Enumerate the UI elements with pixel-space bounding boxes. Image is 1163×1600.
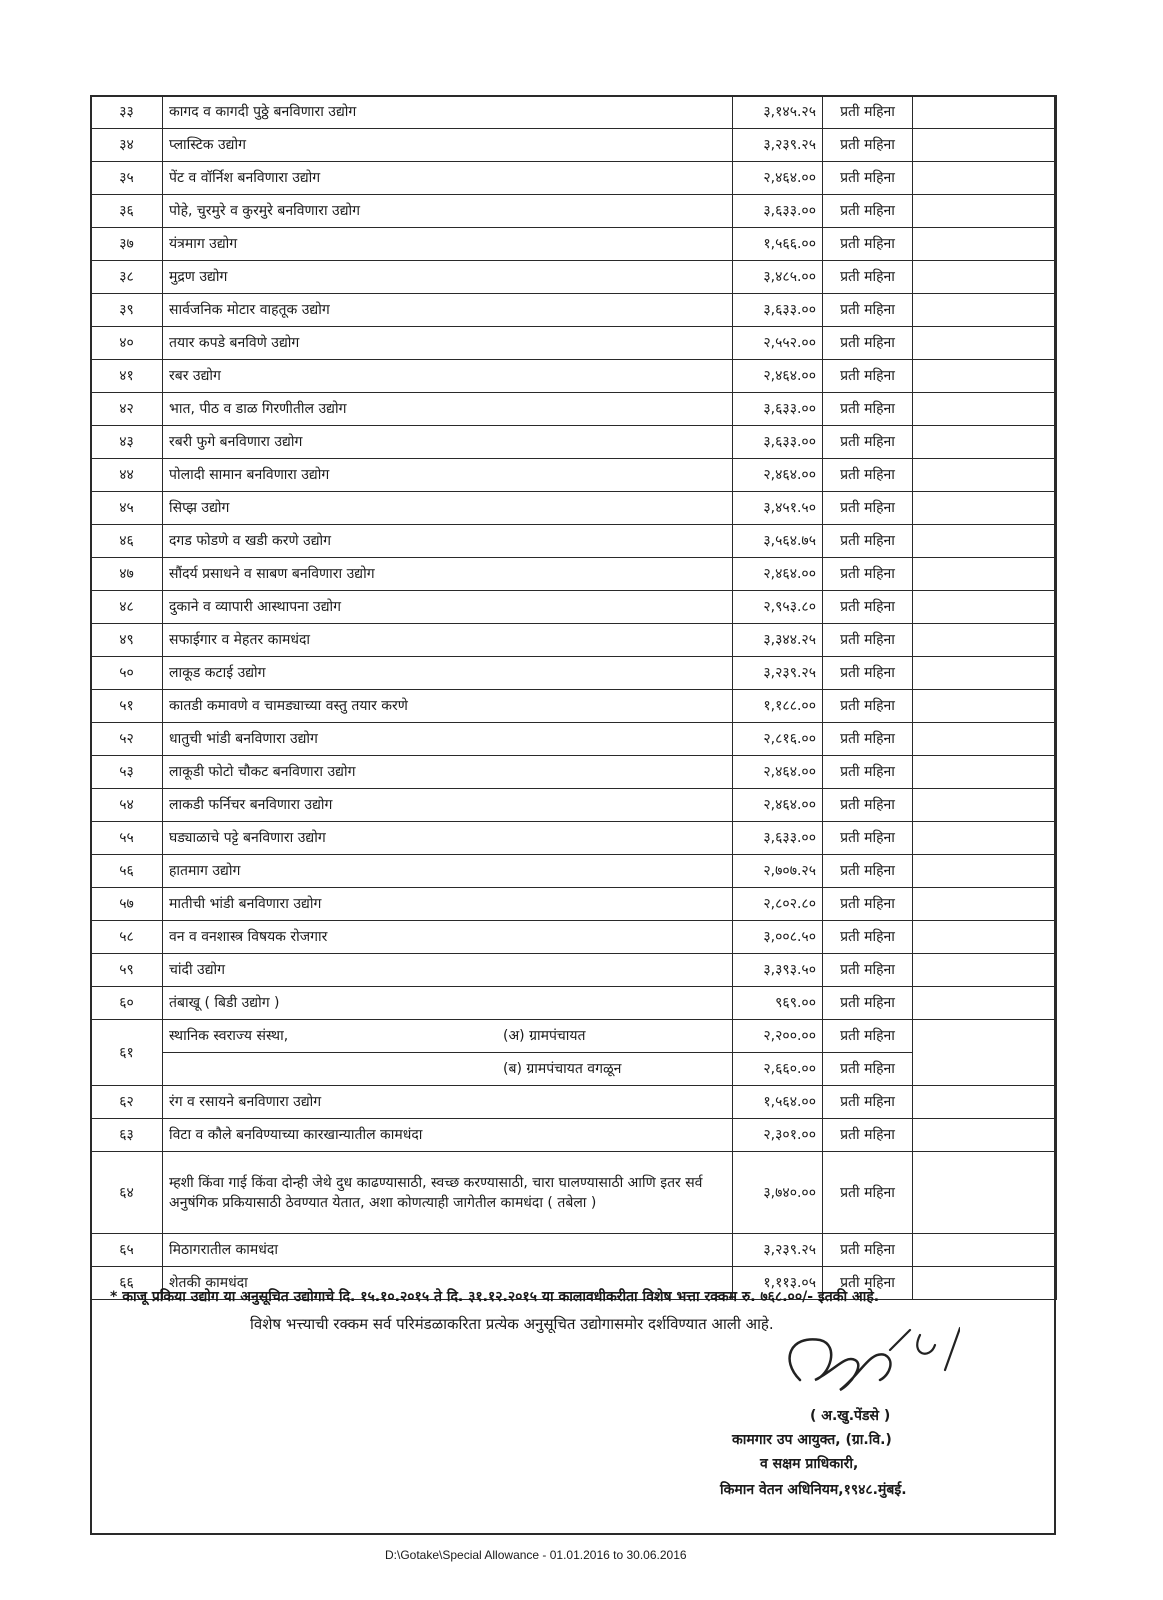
remarks-cell bbox=[913, 591, 1057, 624]
table-row bbox=[91, 360, 1057, 393]
industry-name: कागद व कागदी पुठ्ठे बनविणारा उद्योग bbox=[163, 96, 733, 129]
allowance-amount: २,९५३.८० bbox=[733, 591, 823, 624]
row-number: ५१ bbox=[91, 690, 163, 723]
allowance-unit: प्रती महिना bbox=[823, 954, 913, 987]
allowance-amount: १,५६४.०० bbox=[733, 1086, 823, 1119]
industry-name: मुद्रण उद्योग bbox=[163, 261, 733, 294]
industry-name: शेतकी कामधंदा bbox=[163, 1267, 733, 1300]
remarks-cell bbox=[913, 1234, 1057, 1267]
row-number: ३४ bbox=[91, 129, 163, 162]
remarks-cell bbox=[913, 1152, 1057, 1234]
remarks-cell bbox=[913, 888, 1057, 921]
allowance-amount: ३,६३३.०० bbox=[733, 393, 823, 426]
table-row bbox=[91, 1086, 1057, 1119]
industry-name: तयार कपडे बनविणे उद्योग bbox=[163, 327, 733, 360]
industry-name: दगड फोडणे व खडी करणे उद्योग bbox=[163, 525, 733, 558]
row-number: ४२ bbox=[91, 393, 163, 426]
allowance-amount: २,६६०.०० bbox=[733, 1053, 823, 1086]
remarks-cell bbox=[913, 492, 1057, 525]
row-number: ६५ bbox=[91, 1234, 163, 1267]
allowance-unit: प्रती महिना bbox=[823, 525, 913, 558]
table-row bbox=[91, 624, 1057, 657]
allowance-amount: ३,७४०.०० bbox=[733, 1152, 823, 1234]
remarks-cell bbox=[913, 459, 1057, 492]
industry-name: हातमाग उद्योग bbox=[163, 855, 733, 888]
allowance-amount: २,३०१.०० bbox=[733, 1119, 823, 1152]
allowance-unit: प्रती महिना bbox=[823, 1234, 913, 1267]
allowance-amount: २,४६४.०० bbox=[733, 360, 823, 393]
table-row bbox=[91, 591, 1057, 624]
row-number: ५४ bbox=[91, 789, 163, 822]
industry-name: प्लास्टिक उद्योग bbox=[163, 129, 733, 162]
allowance-unit: प्रती महिना bbox=[823, 1267, 913, 1300]
allowance-unit: प्रती महिना bbox=[823, 1119, 913, 1152]
table-row bbox=[91, 558, 1057, 591]
industry-name: सिप्झ उद्योग bbox=[163, 492, 733, 525]
industry-name: सौंदर्य प्रसाधने व साबण बनविणारा उद्योग bbox=[163, 558, 733, 591]
row-number: ६४ bbox=[91, 1152, 163, 1234]
allowance-unit: प्रती महिना bbox=[823, 756, 913, 789]
row-number: ३५ bbox=[91, 162, 163, 195]
row-number: ५९ bbox=[91, 954, 163, 987]
row-number: ६६ bbox=[91, 1267, 163, 1300]
remarks-cell bbox=[913, 96, 1057, 129]
row-number: ४९ bbox=[91, 624, 163, 657]
industry-name bbox=[163, 1020, 733, 1053]
allowance-amount: २,८१६.०० bbox=[733, 723, 823, 756]
table-row bbox=[91, 327, 1057, 360]
table-row bbox=[91, 393, 1057, 426]
allowance-amount: २,७०७.२५ bbox=[733, 855, 823, 888]
remarks-cell bbox=[913, 228, 1057, 261]
footnote-allowance: विशेष भत्त्याची रक्कम सर्व परिमंडळाकरिता प्रत्येक अनुसूचित उद्योगासमोर दर्शविण्यात आली आहे. bbox=[250, 1315, 774, 1333]
remarks-cell bbox=[913, 1119, 1057, 1152]
row-number: ४८ bbox=[91, 591, 163, 624]
industry-name: सार्वजनिक मोटार वाहतूक उद्योग bbox=[163, 294, 733, 327]
row-number: ४५ bbox=[91, 492, 163, 525]
table-row bbox=[91, 426, 1057, 459]
table-row bbox=[91, 855, 1057, 888]
allowance-amount: २,४६४.०० bbox=[733, 162, 823, 195]
industry-name: भात, पीठ व डाळ गिरणीतील उद्योग bbox=[163, 393, 733, 426]
industry-name: यंत्रमाग उद्योग bbox=[163, 228, 733, 261]
allowance-amount: २,४६४.०० bbox=[733, 756, 823, 789]
remarks-cell bbox=[913, 426, 1057, 459]
table-row bbox=[91, 459, 1057, 492]
remarks-cell bbox=[913, 195, 1057, 228]
signatory-act: किमान वेतन अधिनियम,१९४८.मुंबई. bbox=[720, 1482, 907, 1498]
table-row bbox=[91, 690, 1057, 723]
industry-name-text: स्थानिक स्वराज्य संस्था, bbox=[169, 1028, 289, 1044]
industry-name: रबरी फुगे बनविणारा उद्योग bbox=[163, 426, 733, 459]
row-number: ३८ bbox=[91, 261, 163, 294]
signature-block bbox=[720, 1320, 1040, 1520]
table-row bbox=[91, 1053, 1057, 1086]
table-row bbox=[91, 261, 1057, 294]
table-row bbox=[91, 1119, 1057, 1152]
remarks-cell bbox=[913, 294, 1057, 327]
allowance-unit: प्रती महिना bbox=[823, 195, 913, 228]
industry-name: पोहे, चुरमुरे व कुरमुरे बनविणारा उद्योग bbox=[163, 195, 733, 228]
remarks-cell bbox=[913, 525, 1057, 558]
remarks-cell bbox=[913, 789, 1057, 822]
industry-name: लाकूडी फोटो चौकट बनविणारा उद्योग bbox=[163, 756, 733, 789]
remarks-cell bbox=[913, 162, 1057, 195]
industry-name: रबर उद्योग bbox=[163, 360, 733, 393]
allowance-unit: प्रती महिना bbox=[823, 855, 913, 888]
allowance-amount: २,४६४.०० bbox=[733, 459, 823, 492]
table-row bbox=[91, 525, 1057, 558]
row-number: ५७ bbox=[91, 888, 163, 921]
allowance-amount: १,११३.०५ bbox=[733, 1267, 823, 1300]
remarks-cell bbox=[913, 855, 1057, 888]
table-row bbox=[91, 492, 1057, 525]
remarks-cell bbox=[913, 624, 1057, 657]
allowance-amount: ३,३९३.५० bbox=[733, 954, 823, 987]
industry-name: म्हशी किंवा गाई किंवा दोन्ही जेथे दुध काढण्यासाठी, स्वच्छ करण्यासाठी, चारा घालण्यासाठी आणि इतर सर्व अनुषंगिक प्रकियासाठी ठेवण्यात येतात, अशा कोणत्याही जागेतील कामधंदा ( तबेला ) bbox=[163, 1152, 733, 1234]
allowance-amount: ३,६३३.०० bbox=[733, 195, 823, 228]
table-row bbox=[91, 96, 1057, 129]
allowance-amount: ३,२३९.२५ bbox=[733, 129, 823, 162]
table-row bbox=[91, 789, 1057, 822]
table-row bbox=[91, 129, 1057, 162]
allowance-amount: २,४६४.०० bbox=[733, 558, 823, 591]
table-row bbox=[91, 228, 1057, 261]
allowance-unit: प्रती महिना bbox=[823, 294, 913, 327]
allowance-amount: ३,३४४.२५ bbox=[733, 624, 823, 657]
allowance-unit: प्रती महिना bbox=[823, 1053, 913, 1086]
allowance-unit: प्रती महिना bbox=[823, 426, 913, 459]
industry-name: विटा व कौले बनविण्याच्या कारखान्यातील कामधंदा bbox=[163, 1119, 733, 1152]
allowance-amount: २,२००.०० bbox=[733, 1020, 823, 1053]
allowance-unit: प्रती महिना bbox=[823, 162, 913, 195]
allowance-amount: १,१८८.०० bbox=[733, 690, 823, 723]
industry-name: कातडी कमावणे व चामड्याच्या वस्तु तयार करणे bbox=[163, 690, 733, 723]
allowance-amount: ३,६३३.०० bbox=[733, 822, 823, 855]
industry-name: दुकाने व व्यापारी आस्थापना उद्योग bbox=[163, 591, 733, 624]
row-number: ४७ bbox=[91, 558, 163, 591]
table-row bbox=[91, 921, 1057, 954]
allowance-unit: प्रती महिना bbox=[823, 393, 913, 426]
row-number: ५६ bbox=[91, 855, 163, 888]
row-number: ६१ bbox=[91, 1020, 163, 1086]
table-row bbox=[91, 657, 1057, 690]
table-row bbox=[91, 822, 1057, 855]
allowance-amount: ९६९.०० bbox=[733, 987, 823, 1020]
remarks-cell bbox=[913, 129, 1057, 162]
allowance-unit: प्रती महिना bbox=[823, 558, 913, 591]
row-number: ५३ bbox=[91, 756, 163, 789]
allowance-amount: ३,६३३.०० bbox=[733, 426, 823, 459]
allowance-unit: प्रती महिना bbox=[823, 789, 913, 822]
allowance-table bbox=[90, 95, 1057, 1300]
allowance-amount: ३,६३३.०० bbox=[733, 294, 823, 327]
allowance-amount: २,८०२.८० bbox=[733, 888, 823, 921]
industry-name: मिठागरातील कामधंदा bbox=[163, 1234, 733, 1267]
table-row bbox=[91, 195, 1057, 228]
remarks-cell bbox=[913, 954, 1057, 987]
allowance-unit: प्रती महिना bbox=[823, 492, 913, 525]
industry-name: चांदी उद्योग bbox=[163, 954, 733, 987]
industry-name: पेंट व वॉर्निश बनविणारा उद्योग bbox=[163, 162, 733, 195]
industry-name: वन व वनशास्त्र विषयक रोजगार bbox=[163, 921, 733, 954]
allowance-amount: ३,२३९.२५ bbox=[733, 657, 823, 690]
allowance-unit: प्रती महिना bbox=[823, 96, 913, 129]
allowance-amount: ३,१४५.२५ bbox=[733, 96, 823, 129]
allowance-unit: प्रती महिना bbox=[823, 723, 913, 756]
table-row bbox=[91, 162, 1057, 195]
footnote-cashew: * काजू प्रकिया उद्योग या अनुसूचित उद्योगाचे दि. १५.१०.२०१५ ते दि. ३१.१२.२०१५ या कालावधीकरीता विशेष भत्ता रक्कम रु. ७६८.००/- इतकी आहे. bbox=[110, 1289, 880, 1305]
row-number: ६३ bbox=[91, 1119, 163, 1152]
row-number: ४६ bbox=[91, 525, 163, 558]
allowance-amount: १,५६६.०० bbox=[733, 228, 823, 261]
allowance-unit: प्रती महिना bbox=[823, 624, 913, 657]
row-number: ४१ bbox=[91, 360, 163, 393]
allowance-amount: ३,००८.५० bbox=[733, 921, 823, 954]
row-number: ५२ bbox=[91, 723, 163, 756]
remarks-cell bbox=[913, 1086, 1057, 1119]
industry-name: घड्याळाचे पट्टे बनविणारा उद्योग bbox=[163, 822, 733, 855]
sub-category-b: (ब) ग्रामपंचायत वगळून bbox=[503, 1061, 622, 1077]
industry-name: लाकूड कटाई उद्योग bbox=[163, 657, 733, 690]
allowance-amount: ३,४५१.५० bbox=[733, 492, 823, 525]
signatory-designation: कामगार उप आयुक्त, (ग्रा.वि.) bbox=[732, 1432, 892, 1448]
allowance-unit: प्रती महिना bbox=[823, 129, 913, 162]
industry-name: धातुची भांडी बनविणारा उद्योग bbox=[163, 723, 733, 756]
table-row bbox=[91, 954, 1057, 987]
table-row bbox=[91, 756, 1057, 789]
allowance-unit: प्रती महिना bbox=[823, 921, 913, 954]
allowance-unit: प्रती महिना bbox=[823, 459, 913, 492]
allowance-unit: प्रती महिना bbox=[823, 657, 913, 690]
row-number: ५५ bbox=[91, 822, 163, 855]
sub-category-a: (अ) ग्रामपंचायत bbox=[503, 1028, 586, 1044]
row-number: ३७ bbox=[91, 228, 163, 261]
table-row bbox=[91, 723, 1057, 756]
industry-name: पोलादी सामान बनविणारा उद्योग bbox=[163, 459, 733, 492]
row-number: ३३ bbox=[91, 96, 163, 129]
allowance-amount: २,४६४.०० bbox=[733, 789, 823, 822]
industry-name bbox=[163, 1053, 733, 1086]
table-row bbox=[91, 1234, 1057, 1267]
remarks-cell bbox=[913, 360, 1057, 393]
allowance-unit: प्रती महिना bbox=[823, 822, 913, 855]
remarks-cell bbox=[913, 657, 1057, 690]
remarks-cell bbox=[913, 690, 1057, 723]
signatory-name: ( अ.खु.पेंडसे ) bbox=[810, 1408, 891, 1424]
remarks-cell bbox=[913, 1020, 1057, 1086]
allowance-unit: प्रती महिना bbox=[823, 360, 913, 393]
allowance-unit: प्रती महिना bbox=[823, 1020, 913, 1053]
industry-name: सफाईगार व मेहतर कामधंदा bbox=[163, 624, 733, 657]
allowance-amount: ३,२३९.२५ bbox=[733, 1234, 823, 1267]
file-path: D:\Gotake\Special Allowance - 01.01.2016 to 30.06.2016 bbox=[385, 1548, 687, 1562]
table-row bbox=[91, 987, 1057, 1020]
remarks-cell bbox=[913, 393, 1057, 426]
signatory-authority: व सक्षम प्राधिकारी, bbox=[760, 1456, 859, 1472]
row-number: ४० bbox=[91, 327, 163, 360]
remarks-cell bbox=[913, 558, 1057, 591]
row-number: ४३ bbox=[91, 426, 163, 459]
allowance-unit: प्रती महिना bbox=[823, 690, 913, 723]
allowance-unit: प्रती महिना bbox=[823, 228, 913, 261]
industry-name: तंबाखू ( बिडी उद्योग ) bbox=[163, 987, 733, 1020]
allowance-amount: ३,४८५.०० bbox=[733, 261, 823, 294]
row-number: ६२ bbox=[91, 1086, 163, 1119]
allowance-unit: प्रती महिना bbox=[823, 1152, 913, 1234]
allowance-unit: प्रती महिना bbox=[823, 888, 913, 921]
remarks-cell bbox=[913, 921, 1057, 954]
allowance-unit: प्रती महिना bbox=[823, 261, 913, 294]
allowance-unit: प्रती महिना bbox=[823, 327, 913, 360]
allowance-unit: प्रती महिना bbox=[823, 591, 913, 624]
table-row bbox=[91, 1020, 1057, 1053]
row-number: ३६ bbox=[91, 195, 163, 228]
row-number: ५० bbox=[91, 657, 163, 690]
allowance-unit: प्रती महिना bbox=[823, 987, 913, 1020]
industry-name: लाकडी फर्निचर बनविणारा उद्योग bbox=[163, 789, 733, 822]
table-row bbox=[91, 294, 1057, 327]
remarks-cell bbox=[913, 261, 1057, 294]
remarks-cell bbox=[913, 822, 1057, 855]
remarks-cell bbox=[913, 987, 1057, 1020]
remarks-cell bbox=[913, 327, 1057, 360]
industry-name: मातीची भांडी बनविणारा उद्योग bbox=[163, 888, 733, 921]
table-row bbox=[91, 1152, 1057, 1234]
row-number: ५८ bbox=[91, 921, 163, 954]
industry-name: रंग व रसायने बनविणारा उद्योग bbox=[163, 1086, 733, 1119]
row-number: ६० bbox=[91, 987, 163, 1020]
allowance-unit: प्रती महिना bbox=[823, 1086, 913, 1119]
row-number: ३९ bbox=[91, 294, 163, 327]
remarks-cell bbox=[913, 723, 1057, 756]
row-number: ४४ bbox=[91, 459, 163, 492]
allowance-amount: ३,५६४.७५ bbox=[733, 525, 823, 558]
remarks-cell bbox=[913, 756, 1057, 789]
allowance-amount: २,५५२.०० bbox=[733, 327, 823, 360]
table-row bbox=[91, 888, 1057, 921]
handwritten-signature bbox=[760, 1320, 960, 1410]
